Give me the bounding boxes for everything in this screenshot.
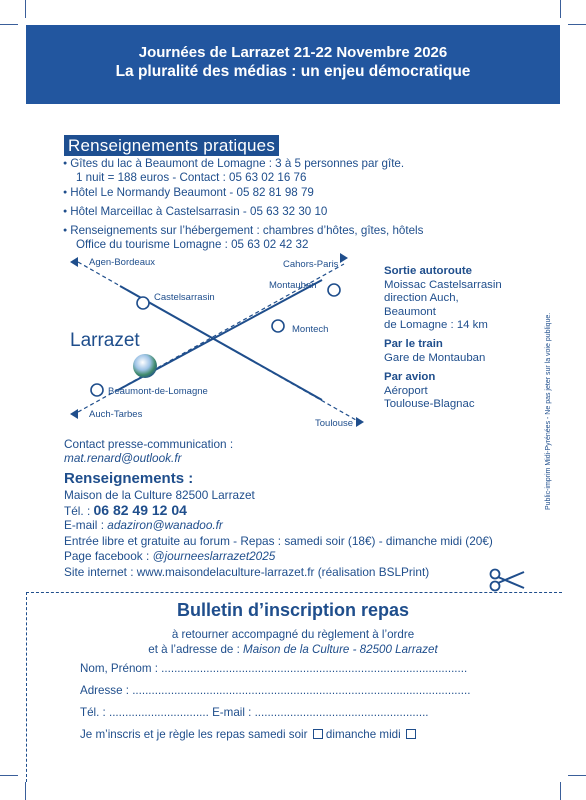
arrow-left-icon (70, 257, 78, 267)
crop-mark (0, 24, 18, 25)
bulletin-subtitle-line: à retourner accompagné du règlement à l’ordre (171, 628, 415, 641)
tel-number[interactable]: 06 82 49 12 04 (93, 502, 187, 518)
tel-label: Tél. : (64, 504, 94, 518)
map-label-toulouse: Toulouse (315, 418, 354, 429)
renseignements-facebook (64, 549, 275, 563)
info-gites-text: Gîtes du lac à Beaumont de Lomagne : 3 à 5 personnes par gîte. (70, 157, 405, 170)
checkbox-saturday[interactable] (313, 729, 323, 739)
info-hebergement (63, 224, 423, 237)
section-title-practical: Renseignements pratiques (64, 135, 279, 156)
renseignements-website[interactable]: Site internet : www.maisondelaculture-larrazet.fr (réalisation BSLPrint) (64, 565, 430, 579)
email-link[interactable]: adaziron@wanadoo.fr (107, 518, 223, 532)
access-plane-line: Toulouse-Blagnac (384, 398, 475, 410)
larrazet-globe-icon (133, 354, 157, 378)
access-road-line: Beaumont (384, 305, 436, 318)
access-train (384, 338, 485, 365)
map-label-auch: Auch-Tarbes (89, 409, 143, 420)
map-label-castelsarrasin: Castelsarrasin (154, 292, 215, 303)
town-marker (272, 320, 284, 332)
crop-mark (25, 0, 26, 18)
access-road-line: Moissac Castelsarrasin (384, 278, 502, 291)
map-label-larrazet: Larrazet (70, 330, 140, 351)
info-gites-price: 1 nuit = 188 euros - Contact : 05 63 02 16 76 (76, 171, 307, 184)
printer-note (534, 240, 552, 510)
renseignements-title: Renseignements : (64, 470, 194, 487)
access-train-line: Gare de Montauban (384, 351, 486, 364)
renseignements-tel (64, 502, 187, 518)
info-hotel-normandy (63, 186, 314, 199)
map-label-montauban: Montauban (269, 280, 317, 291)
crop-mark (560, 0, 561, 18)
checkbox-sunday[interactable] (406, 729, 416, 739)
event-subtitle: La pluralité des médias : un enjeu démocratique (115, 63, 471, 80)
form-tel-email-field[interactable]: Tél. : ............................... E-mail : ...................................................... (80, 706, 429, 719)
info-hotel-normandy-text: Hôtel Le Normandy Beaumont - 05 82 81 98 79 (70, 186, 314, 199)
email-label: E-mail : (64, 518, 108, 532)
map-label-cahors: Cahors-Paris (283, 259, 339, 270)
info-hebergement-text: Renseignements sur l’hébergement : chambres d’hôtes, gîtes, hôtels (70, 224, 424, 237)
meals-sunday-label: dimanche midi (325, 728, 401, 741)
bulletin-title: Bulletin d’inscription repas (176, 600, 410, 620)
access-road (384, 265, 502, 333)
crop-mark (568, 775, 586, 776)
renseignements-entry: Entrée libre et gratuite au forum - Repas : samedi soir (18€) - dimanche midi (20€) (64, 534, 493, 548)
form-meals (80, 728, 416, 741)
meals-label: Je m’inscris et je règle les repas samedi soir (80, 728, 308, 741)
crop-mark (25, 782, 26, 800)
road-agen-toulouse (120, 286, 322, 400)
facebook-link[interactable]: @journeeslarrazet2025 (152, 549, 276, 563)
crop-mark (560, 782, 561, 800)
facebook-label: Page facebook : (64, 549, 153, 563)
town-marker (91, 384, 103, 396)
arrow-right-icon (340, 253, 348, 263)
press-contact-label: Contact presse-communication : (64, 437, 234, 451)
town-marker (137, 297, 149, 309)
crop-mark (568, 24, 586, 25)
renseignements-email (64, 518, 223, 532)
map-label-beaumont: Beaumont-de-Lomagne (108, 386, 208, 397)
info-hotel-marceillac (63, 205, 327, 218)
crop-mark (0, 775, 18, 776)
town-marker (328, 284, 340, 296)
map-label-agen: Agen-Bordeaux (89, 257, 156, 268)
press-contact-email[interactable]: mat.renard@outlook.fr (64, 451, 182, 465)
form-address-field[interactable]: Adresse : ......................................................................................................... (80, 684, 471, 697)
arrow-left-icon (70, 409, 78, 419)
access-road-line: de Lomagne : 14 km (384, 319, 488, 331)
access-plane-title: Par avion (384, 371, 436, 383)
bulletin-header (0, 600, 586, 657)
access-plane-line: Aéroport (384, 384, 428, 397)
map-label-montech: Montech (292, 324, 329, 335)
scissors-icon (488, 566, 528, 594)
info-office-tourisme: Office du tourisme Lomagne : 05 63 02 42 32 (76, 238, 309, 251)
bulletin-subtitle-address: Maison de la Culture - 82500 Larrazet (243, 643, 438, 656)
access-plane (384, 371, 475, 412)
arrow-right-icon (356, 417, 364, 427)
info-hotel-marceillac-text: Hôtel Marceillac à Castelsarrasin - 05 63 32 30 10 (70, 205, 328, 218)
cut-line-top (26, 592, 562, 593)
access-road-line: direction Auch, (384, 292, 459, 304)
form-name-field[interactable]: Nom, Prénom : ............................................................................................... (80, 662, 468, 675)
event-title: Journées de Larrazet 21-22 Novembre 2026 (138, 44, 448, 61)
info-gites (63, 157, 404, 170)
bulletin-subtitle-prefix: et à l’adresse de : (148, 643, 244, 656)
access-train-title: Par le train (384, 338, 443, 350)
renseignements-address: Maison de la Culture 82500 Larrazet (64, 488, 255, 502)
access-road-title: Sortie autoroute (384, 265, 472, 277)
header-banner (26, 25, 560, 104)
bulletin-subtitle (0, 627, 586, 657)
printer-note-text: Public-imprim Midi-Pyrénées - Ne pas jeter sur la voie publique. (545, 312, 552, 510)
